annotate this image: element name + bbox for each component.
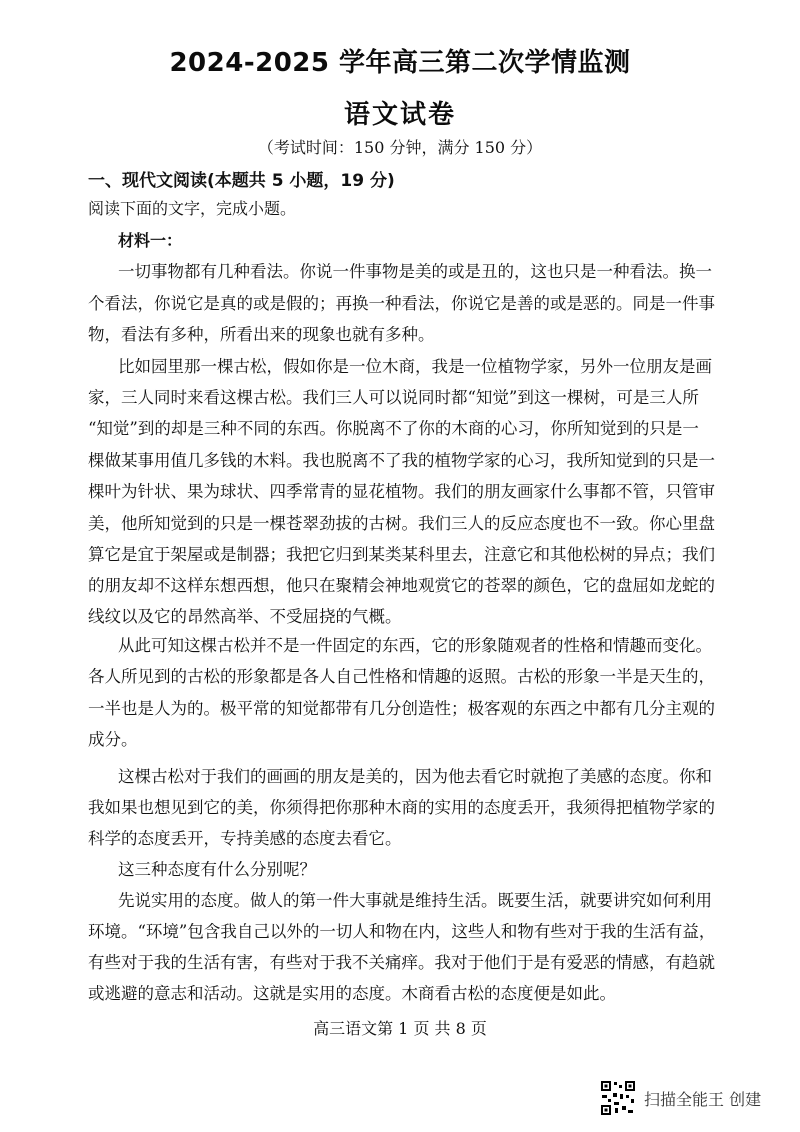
- text-line: 这棵古松对于我们的画画的朋友是美的，因为他去看它时就抱了美感的态度。你和: [118, 767, 712, 786]
- material-label: 材料一：: [118, 231, 183, 250]
- text-line: 我如果也想见到它的美，你须得把你那种木商的实用的态度丢开，我须得把植物学家的: [88, 798, 715, 817]
- text-line: 或逃避的意志和活动。这就是实用的态度。木商看古松的态度便是如此。: [88, 984, 616, 1003]
- text-line: 成分。: [88, 730, 138, 749]
- text-line: “知觉”到的却是三种不同的东西。你脱离不了你的木商的心习，你所知觉到的只是一: [88, 419, 699, 438]
- text-line: 先说实用的态度。做人的第一件大事就是维持生活。既要生活，就要讲究如何利用: [118, 891, 712, 910]
- text-line: 个看法，你说它是真的或是假的；再换一种看法，你说它是善的或是恶的。同是一件事: [88, 294, 715, 313]
- text-line: 的朋友却不这样东想西想，他只在聚精会神地观赏它的苍翠的颜色，它的盘屈如龙蛇的: [88, 576, 715, 595]
- page-footer: 高三语文第 1 页 共 8 页: [313, 1019, 487, 1038]
- text-line: 一切事物都有几种看法。你说一件事物是美的或是丑的，这也只是一种看法。换一: [118, 262, 712, 281]
- text-line: 一半也是人为的。极平常的知觉都带有几分创造性；极客观的东西之中都有几分主观的: [88, 699, 715, 718]
- text-line: 从此可知这棵古松并不是一件固定的东西，它的形象随观者的性格和情趣而变化。: [118, 636, 712, 655]
- text-line: 物，看法有多种，所看出来的现象也就有多种。: [88, 325, 435, 344]
- text-line: 比如园里那一棵古松，假如你是一位木商，我是一位植物学家，另外一位朋友是画: [118, 357, 712, 376]
- section-instruction: 阅读下面的文字，完成小题。: [88, 199, 297, 218]
- text-line: 算它是宜于架屋或是制器；我把它归到某类某科里去，注意它和其他松树的异点；我们: [88, 545, 715, 564]
- text-line: 科学的态度丢开，专持美感的态度去看它。: [88, 829, 402, 848]
- section-heading: 一、现代文阅读(本题共 5 小题，19 分): [88, 171, 395, 191]
- text-line: 棵做某事用值几多钱的木料。我也脱离不了我的植物学家的心习，我所知觉到的只是一: [88, 451, 715, 470]
- text-line: 环境。“环境”包含我自己以外的一切人和物在内，这些人和物有些对于我的生活有益，: [88, 922, 716, 941]
- qr-code-icon: [600, 1080, 636, 1116]
- text-line: 线纹以及它的昂然高举、不受屈挠的气概。: [88, 607, 402, 626]
- text-line: 各人所见到的古松的形象都是各人自己性格和情趣的返照。古松的形象一半是天生的，: [88, 667, 715, 686]
- subject-title: 语文试卷: [343, 100, 456, 130]
- text-line: 棵叶为针状、果为球状、四季常青的显花植物。我们的朋友画家什么事都不管，只管审: [88, 482, 715, 501]
- exam-title: 2024-2025 学年高三第二次学情监测: [169, 48, 631, 78]
- exam-info: （考试时间：150 分钟，满分 150 分）: [257, 138, 543, 157]
- text-line: 美，他所知觉到的只是一棵苍翠劲拔的古树。我们三人的反应态度也不一致。你心里盘: [88, 514, 715, 533]
- text-line: 这三种态度有什么分别呢？: [118, 860, 316, 879]
- text-line: 有些对于我的生活有害，有些对于我不关痛痒。我对于他们于是有爱恶的情感，有趋就: [88, 953, 715, 972]
- text-line: 家，三人同时来看这棵古松。我们三人可以说同时都“知觉”到这一棵树，可是三人所: [88, 388, 699, 407]
- scanner-label: 扫描全能王 创建: [644, 1089, 762, 1109]
- scanner-watermark: [600, 1080, 761, 1116]
